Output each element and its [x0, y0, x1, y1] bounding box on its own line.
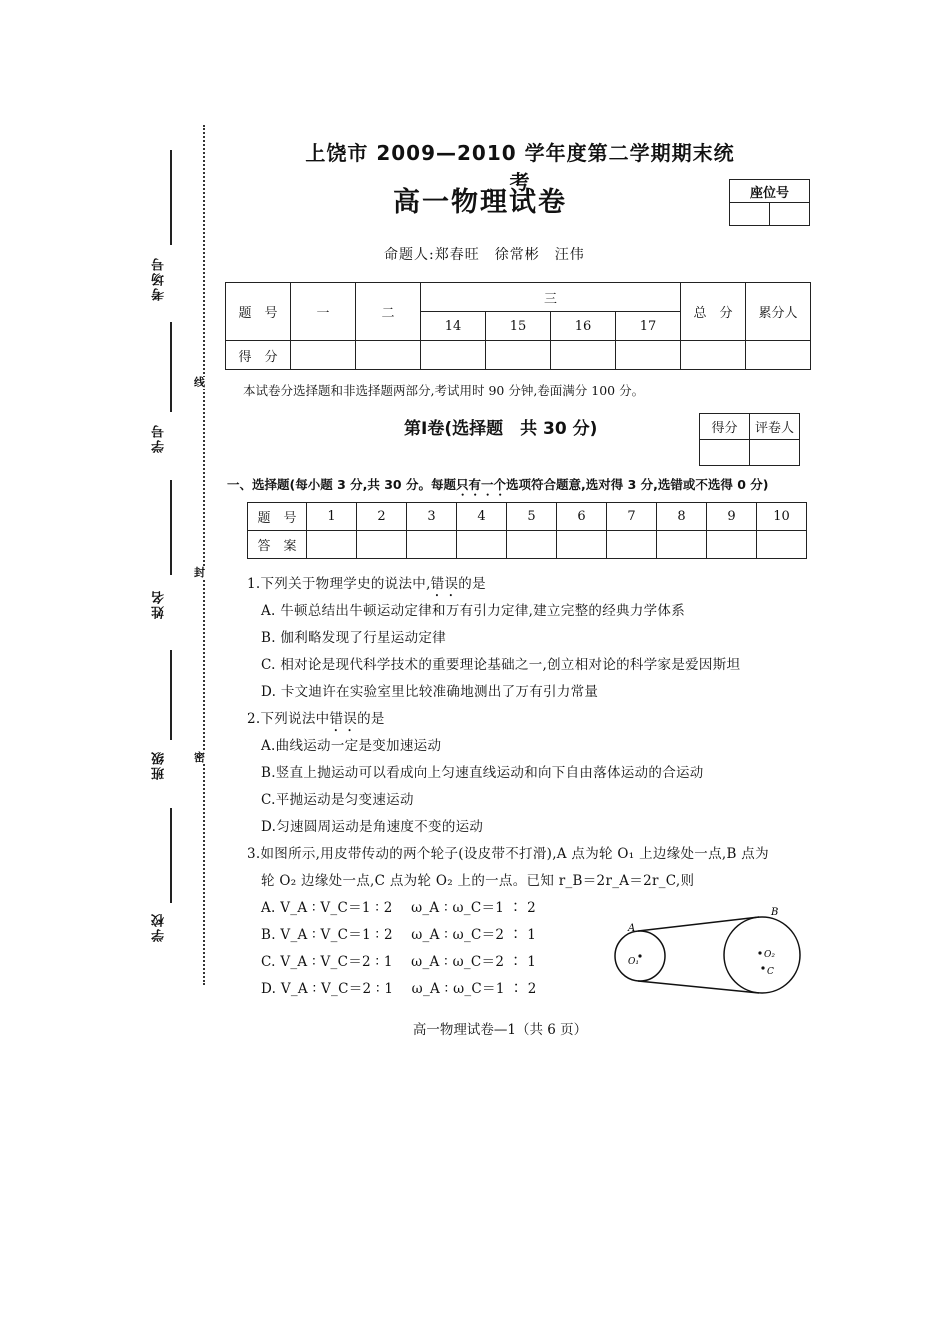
grader-score-label: 得分	[700, 414, 750, 440]
seat-cell-1[interactable]	[730, 203, 770, 226]
score-header-1: 一	[291, 283, 356, 341]
answer-num: 4	[457, 503, 507, 531]
seat-label: 座位号	[730, 180, 810, 203]
q3-option-d: D. V_A ∶ V_C＝2 ∶ 1 ω_A ∶ ω_C＝1 ∶ 2	[261, 981, 537, 997]
q1-stem-emph: 错误	[430, 576, 459, 592]
answer-row-label: 题 号	[248, 503, 307, 531]
exam-room-label: 考场号	[152, 256, 167, 301]
section-instructions	[227, 475, 769, 499]
q3-line2: 轮 O₂ 边缘处一点,C 点为轮 O₂ 上的一点。已知 r_B＝2r_A＝2r_C,则	[261, 873, 695, 889]
score-header-total: 总 分	[681, 283, 746, 341]
class-label: 班级	[152, 750, 167, 780]
score-cell[interactable]	[291, 341, 356, 370]
q1-stem-pre: 1.下列关于物理学史的说法中,	[247, 576, 431, 592]
pulley-o2	[724, 917, 800, 993]
seat-cell-2[interactable]	[770, 203, 810, 226]
score-cell[interactable]	[551, 341, 616, 370]
seat-number-box	[729, 179, 810, 226]
score-header-2: 二	[356, 283, 421, 341]
answer-num: 5	[507, 503, 557, 531]
q1-option-a: A. 牛顿总结出牛顿运动定律和万有引力定律,建立完整的经典力学体系	[261, 603, 686, 619]
answer-num: 6	[557, 503, 607, 531]
subject-title: 高一物理试卷	[393, 187, 567, 218]
grader-name-cell[interactable]	[750, 440, 800, 466]
q3-option-b: B. V_A ∶ V_C＝1 ∶ 2 ω_A ∶ ω_C＝2 ∶ 1	[261, 927, 537, 943]
instructions-pre: 一、选择题(每小题 3 分,共 30 分。每题	[227, 477, 456, 492]
score-cell[interactable]	[421, 341, 486, 370]
q2-option-b: B.竖直上抛运动可以看成向上匀速直线运动和向下自由落体运动的合运动	[261, 765, 704, 781]
point-c	[761, 966, 764, 969]
score-sub-17: 17	[616, 312, 681, 341]
answer-cell[interactable]	[407, 531, 457, 559]
score-header-qnum: 题 号	[226, 283, 291, 341]
label-o2: O₂	[764, 950, 775, 960]
school-label: 学校	[152, 912, 167, 942]
q2-stem-post: 的是	[357, 711, 385, 727]
instructions-post: 选项符合题意,选对得 3 分,选错或不选得 0 分)	[505, 477, 769, 492]
q2-option-d: D.匀速圆周运动是角速度不变的运动	[261, 819, 484, 835]
school-line[interactable]	[170, 808, 172, 903]
answer-row-label-2: 答 案	[248, 531, 307, 559]
student-id-label: 学号	[152, 423, 167, 453]
score-header-grader: 累分人	[746, 283, 811, 341]
q2-stem-emph: 错误	[329, 711, 358, 727]
label-a: A	[628, 923, 636, 934]
answer-cell[interactable]	[307, 531, 357, 559]
score-cell[interactable]	[746, 341, 811, 370]
answer-cell[interactable]	[557, 531, 607, 559]
label-c: C	[767, 967, 774, 977]
score-table	[225, 282, 811, 370]
answer-num: 1	[307, 503, 357, 531]
score-cell[interactable]	[616, 341, 681, 370]
instructions-emph: 只有一个	[455, 477, 506, 492]
score-sub-14: 14	[421, 312, 486, 341]
name-line[interactable]	[170, 480, 172, 575]
answer-cell[interactable]	[657, 531, 707, 559]
score-row-label: 得 分	[226, 341, 291, 370]
answer-cell[interactable]	[357, 531, 407, 559]
seal-char-xian: 线	[194, 376, 205, 389]
q2-stem-pre: 2.下列说法中	[247, 711, 330, 727]
q1-option-b: B. 伽利略发现了行星运动定律	[261, 630, 447, 646]
score-sub-16: 16	[551, 312, 616, 341]
center-o2	[758, 951, 761, 954]
exam-title: 上饶市 2009—2010 学年度第二学期期末统考	[305, 141, 735, 194]
q1-option-c: C. 相对论是现代科学技术的重要理论基础之一,创立相对论的科学家是爱因斯坦	[261, 657, 741, 673]
answer-cell[interactable]	[757, 531, 807, 559]
score-cell[interactable]	[356, 341, 421, 370]
answer-num: 2	[357, 503, 407, 531]
answer-cell[interactable]	[507, 531, 557, 559]
q2-stem	[247, 707, 385, 735]
answer-cell[interactable]	[707, 531, 757, 559]
page-footer: 高一物理试卷—1（共 6 页）	[412, 1022, 588, 1038]
q3-line1: 3.如图所示,用皮带传动的两个轮子(设皮带不打滑),A 点为轮 O₁ 上边缘处一点,B 点为	[247, 846, 769, 862]
score-sub-15: 15	[486, 312, 551, 341]
seal-char-feng: 封	[194, 566, 205, 579]
seal-dotted-line	[203, 125, 205, 985]
grader-score-cell[interactable]	[700, 440, 750, 466]
class-line[interactable]	[170, 650, 172, 740]
student-id-line[interactable]	[170, 322, 172, 412]
answer-cell[interactable]	[607, 531, 657, 559]
grader-name-label: 评卷人	[750, 414, 800, 440]
answer-num: 9	[707, 503, 757, 531]
exam-room-line[interactable]	[170, 150, 172, 245]
name-label: 姓名	[152, 589, 167, 619]
score-header-3: 三	[421, 283, 681, 312]
belt-pulley-figure	[600, 900, 815, 1005]
q1-stem	[247, 572, 486, 600]
q3-option-c: C. V_A ∶ V_C＝2 ∶ 1 ω_A ∶ ω_C＝2 ∶ 1	[261, 954, 537, 970]
q1-stem-post: 的是	[458, 576, 486, 592]
answer-num: 7	[607, 503, 657, 531]
answer-num: 3	[407, 503, 457, 531]
q3-option-a: A. V_A ∶ V_C＝1 ∶ 2 ω_A ∶ ω_C＝1 ∶ 2	[261, 900, 537, 916]
grader-box	[699, 413, 800, 466]
q2-option-c: C.平抛运动是匀变速运动	[261, 792, 414, 808]
answer-num: 8	[657, 503, 707, 531]
answer-cell[interactable]	[457, 531, 507, 559]
section-title: 第Ⅰ卷(选择题 共 30 分)	[404, 419, 598, 439]
authors: 命题人:郑春旺 徐常彬 汪伟	[384, 247, 585, 263]
seal-char-mi: 密	[194, 751, 205, 764]
intro-text: 本试卷分选择题和非选择题两部分,考试用时 90 分钟,卷面满分 100 分。	[243, 383, 645, 398]
label-b: B	[771, 907, 779, 918]
label-o1: O₁	[628, 957, 639, 967]
answer-table	[247, 502, 807, 559]
answer-num: 10	[757, 503, 807, 531]
score-cell[interactable]	[681, 341, 746, 370]
q1-option-d: D. 卡文迪许在实验室里比较准确地测出了万有引力常量	[261, 684, 599, 700]
score-cell[interactable]	[486, 341, 551, 370]
q2-option-a: A.曲线运动一定是变加速运动	[261, 738, 442, 754]
